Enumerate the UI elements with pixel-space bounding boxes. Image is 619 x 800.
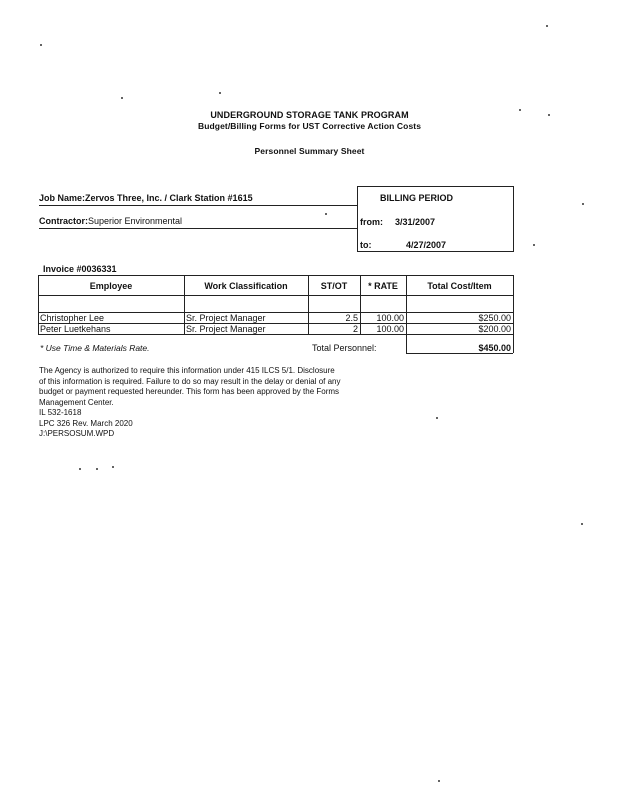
scan-speck [112,466,114,468]
total-box-bottom [406,353,513,354]
scan-speck [121,97,123,99]
total-personnel-value: $450.00 [478,343,511,353]
scan-speck [533,244,535,246]
row-total: $250.00 [478,313,511,323]
scan-speck [519,109,521,111]
billing-to-label: to: [360,240,372,250]
contractor-label: Contractor: [39,216,88,226]
row-classification: Sr. Project Manager [186,313,266,323]
row-rate: 100.00 [376,313,404,323]
row-classification: Sr. Project Manager [186,324,266,334]
total-personnel-label: Total Personnel: [312,343,377,353]
billing-from-label: from: [360,217,383,227]
job-name-line [39,193,253,203]
scan-speck [79,468,81,470]
row-stot: 2.5 [345,313,358,323]
col-header-rate: * RATE [368,281,398,291]
col-header-employee: Employee [89,281,133,291]
row-employee: Peter Luetkehans [40,324,111,334]
scan-speck [548,114,550,116]
row-total: $200.00 [478,324,511,334]
table-header-border [38,295,513,296]
scan-speck [546,25,548,27]
scan-speck [40,44,42,46]
table-col-border [513,275,514,334]
billing-from-value: 3/31/2007 [395,217,436,227]
contractor-value: Superior Environmental [88,216,183,226]
scan-speck [325,213,327,215]
table-bottom-border [38,334,513,335]
scan-speck [582,203,584,205]
col-header-total: Total Cost/Item [427,281,492,291]
program-title: UNDERGROUND STORAGE TANK PROGRAM [210,110,409,120]
sheet-title: Personnel Summary Sheet [254,146,365,156]
col-header-stot: ST/OT [320,281,348,291]
row-employee: Christopher Lee [40,313,105,323]
col-header-classification: Work Classification [204,281,288,291]
total-box-right [513,334,514,353]
contractor-underline [39,228,357,229]
invoice-number: Invoice #0036331 [43,264,117,274]
job-name-label: Job Name: [39,193,86,203]
billing-to-value: 4/27/2007 [406,240,447,250]
contractor-line [39,216,182,226]
job-name-value: Zervos Three, Inc. / Clark Station #1615 [85,193,253,203]
authorization-notice: The Agency is authorized to require this information under 415 ILCS 5/1. Disclosure of this information is required. Failure to do so may result in the delay or denial of any budget or payment requested hereunder. This form has been approved by the Forms Management Center. IL 532-1618 LPC 326 Rev. March 2020 J:\PERSOSUM.WPD [39,366,341,438]
job-name-underline [39,205,357,206]
row-stot: 2 [352,324,358,334]
row-rate: 100.00 [376,324,404,334]
scan-speck [219,92,221,94]
scan-speck [438,780,440,782]
scan-speck [96,468,98,470]
form-subtitle: Budget/Billing Forms for UST Corrective Action Costs [197,121,422,131]
billing-period-title: BILLING PERIOD [380,193,454,203]
scan-speck [581,523,583,525]
table-top-border [38,275,513,276]
rate-note: * Use Time & Materials Rate. [40,343,150,353]
scan-speck [436,417,438,419]
